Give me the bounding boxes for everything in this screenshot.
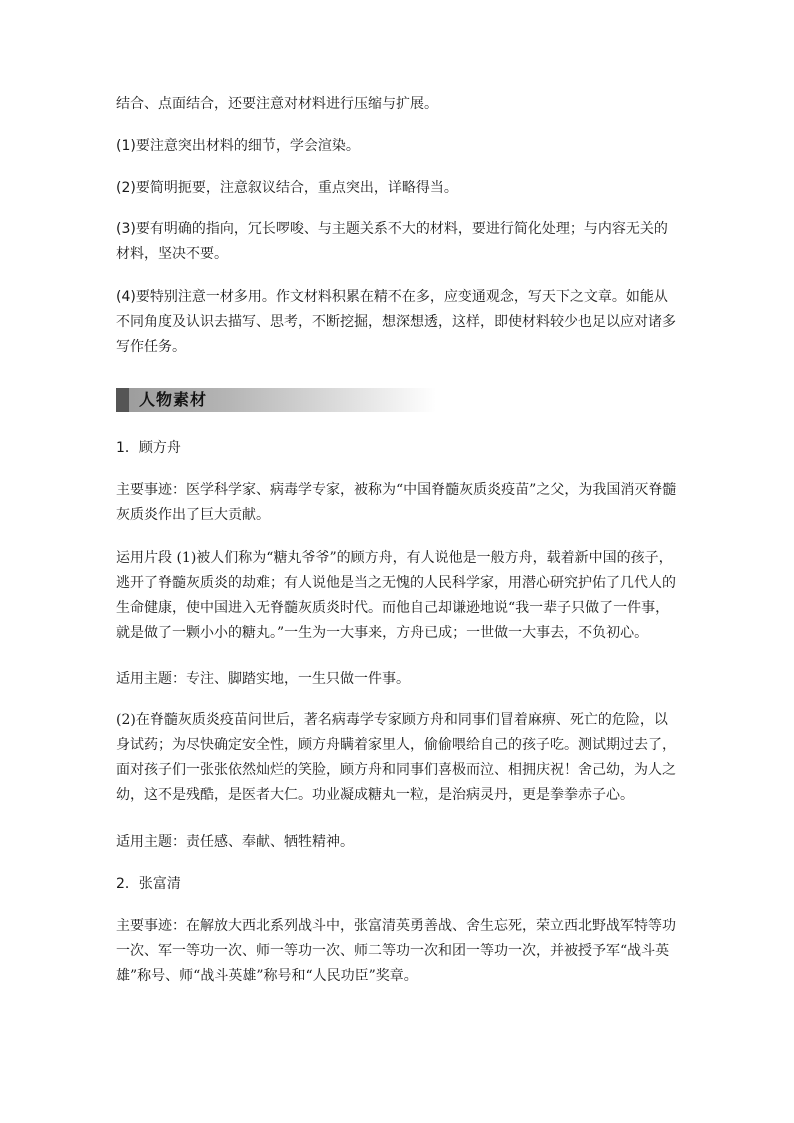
main-deeds-label: 主要事迹： bbox=[116, 482, 186, 498]
section-heading-bar bbox=[116, 388, 436, 412]
person-1-theme-2: 适用主题：责任感、奉献、牺牲精神。 bbox=[116, 834, 354, 850]
person-2-heading: 2．张富清 bbox=[116, 876, 181, 892]
main-deeds-text: 医学科学家、病毒学专家，被称为“中国脊髓灰质炎疫苗”之父，为我国消灭脊髓灰质炎作出了巨大贡献。 bbox=[116, 482, 677, 523]
intro-item-2: (2)要简明扼要，注意叙议结合，重点突出，详略得当。 bbox=[116, 180, 458, 196]
intro-paragraph: 结合、点面结合，还要注意对材料进行压缩与扩展。 bbox=[116, 96, 438, 112]
person-1-heading: 1．顾方舟 bbox=[116, 440, 181, 456]
person-1-theme-1: 适用主题：专注、脚踏实地，一生只做一件事。 bbox=[116, 671, 410, 687]
section-heading-marker bbox=[116, 388, 129, 412]
intro-item-3: (3)要有明确的指向，冗长啰唆、与主题关系不大的材料，要进行简化处理；与内容无关的材料，坚决不要。 bbox=[116, 221, 668, 262]
intro-item-4: (4)要特别注意一材多用。作文材料积累在精不在多，应变通观念，写天下之文章。如能从不同角度及认识去描写、思考，不断挖掘，想深想透，这样，即使材料较少也足以应对诸多写作任务。 bbox=[116, 289, 676, 355]
usage-label: 运用片段 bbox=[116, 550, 172, 566]
main-deeds-text: 在解放大西北系列战斗中，张富清英勇善战、舍生忘死，荣立西北野战军特等功一次、军一等功一次、师一等功一次、师二等功一次和团一等功一次，并被授予军“战斗英雄”称号、师“战斗英雄”称号和“人民功臣”奖章。 bbox=[116, 918, 676, 984]
person-1-main-deeds bbox=[116, 478, 681, 528]
person-1-usage-paragraph-2: (2)在脊髓灰质炎疫苗问世后，著名病毒学专家顾方舟和同事们冒着麻痹、死亡的危险，以身试药；为尽快确定安全性，顾方舟瞒着家里人，偷偷喂给自己的孩子吃。测试期过去了，面对孩子们一张张依然灿烂的笑脸，顾方舟和同事们喜极而泣、相拥庆祝！舍己幼，为人之幼，这不是残酷，是医者大仁。功业凝成糖丸一粒，是治病灵丹，更是拳拳赤子心。 bbox=[116, 712, 676, 803]
intro-item-1: (1)要注意突出材料的细节，学会渲染。 bbox=[116, 138, 360, 154]
person-2-main-deeds bbox=[116, 914, 681, 989]
usage-text: (1)被人们称为“糖丸爷爷”的顾方舟，有人说他是一般方舟，载着新中国的孩子，逃开了脊髓灰质炎的劫难；有人说他是当之无愧的人民科学家，用潜心研究护佑了几代人的生命健康，使中国进入无脊髓灰质炎时代。而他自己却谦逊地说“我一辈子只做了一件事，就是做了一颗小小的糖丸。”一生为一大事来，方舟已成；一世做一大事去，不负初心。 bbox=[116, 550, 676, 641]
person-1-usage-paragraph-1 bbox=[116, 546, 681, 646]
section-heading-title: 人物素材 bbox=[139, 390, 208, 409]
main-deeds-label: 主要事迹： bbox=[116, 918, 186, 934]
